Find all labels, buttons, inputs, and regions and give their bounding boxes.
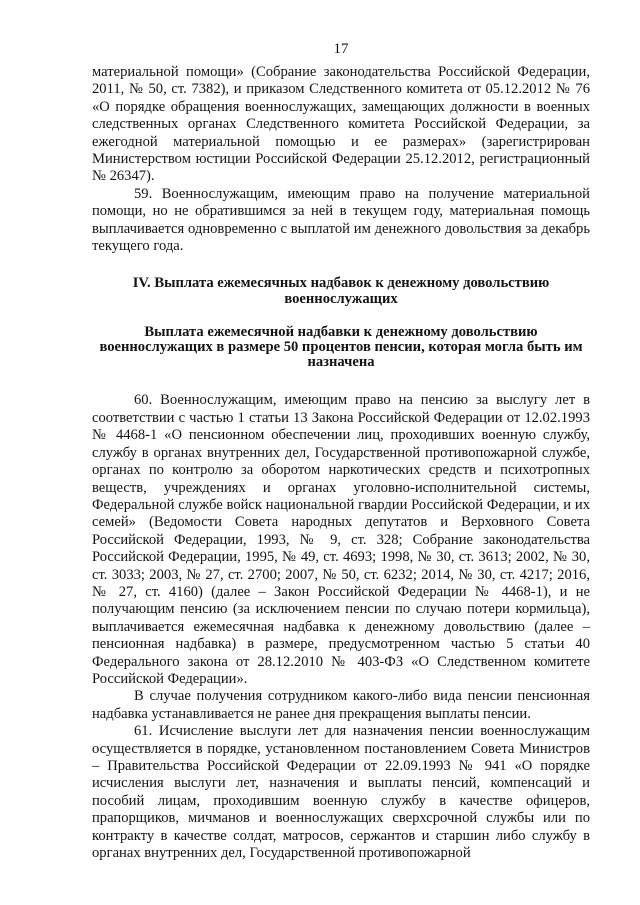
subsection-heading: Выплата ежемесячной надбавки к денежному довольствию военнослужащих в размере 50 процентов пенсии, которая могла быть им назначена [99,324,583,371]
paragraph-59: 59. Военнослужащим, имеющим право на получение материальной помощи, но не обратившимся за ней в текущем году, материальная помощь выплачивается одновременно с выплатой им денежного довольствия за декабрь текущего года. [92,185,590,255]
paragraph-61: 61. Исчисление выслуги лет для назначения пенсии военнослужащим осуществляется в порядке, установленном постановлением Совета Министров – Правительства Российской Федерации от 22.09.1993 № 941 «О порядке исчисления выслуги лет, назначения и выплаты пенсий, компенсаций и пособий лицам, проходившим военную службу в качестве офицеров, прапорщиков, мичманов и военнослужащих сверхсрочной службы или по контракту в качестве солдат, матросов, сержантов и старшин либо службу в органах внутренних дел, Государственной противопожарной [92,723,590,862]
document-page [92,40,590,862]
section-heading: IV. Выплата ежемесячных надбавок к денежному довольствию военнослужащих [132,275,550,308]
paragraph-pension-case: В случае получения сотрудником какого-либо вида пенсии пенсионная надбавка устанавливается не ранее дня прекращения выплаты пенсии. [92,688,590,722]
paragraph-continuation: материальной помощи» (Собрание законодательства Российской Федерации, 2011, № 50, ст. 7382), и приказом Следственного комитета от 05.12.2012 № 76 «О порядке обращения военнослужащих, замещающих должности в военных следственных органах Следственного комитета Российской Федерации, за ежегодной материальной помощью и ее размерах» (зарегистрирован Министерством юстиции Российской Федерации 25.12.2012, регистрационный № 26347). [92,64,590,185]
paragraph-60: 60. Военнослужащим, имеющим право на пенсию за выслугу лет в соответствии с частью 1 статьи 13 Закона Российской Федерации от 12.02.1993 № 4468-1 «О пенсионном обеспечении лиц, проходивших военную службу, службу в органах внутренних дел, Государственной противопожарной службе, органах по контролю за оборотом наркотических средств и психотропных веществ, учреждениях и органах уголовно-исполнительной системы, Федеральной службе войск национальной гвардии Российской Федерации, и их семей» (Ведомости Совета народных депутатов и Верховного Совета Российской Федерации, 1993, № 9, ст. 328; Собрание законодательства Российской Федерации, 1995, № 49, ст. 4693; 1998, № 30, ст. 3613; 2002, № 30, ст. 3033; 2003, № 27, ст. 2700; 2007, № 50, ст. 6232; 2014, № 30, ст. 4217; 2016, № 27, ст. 4160) (далее – Закон Российской Федерации № 4468-1), и не получающим пенсию (за исключением пенсии по случаю потери кормильца), выплачивается ежемесячная надбавка к денежному довольствию (далее – пенсионная надбавка) в размере, предусмотренном частью 5 статьи 40 Федерального закона от 28.12.2010 № 403-ФЗ «О Следственном комитете Российской Федерации». [92,392,590,687]
page-number: 17 [333,41,349,57]
